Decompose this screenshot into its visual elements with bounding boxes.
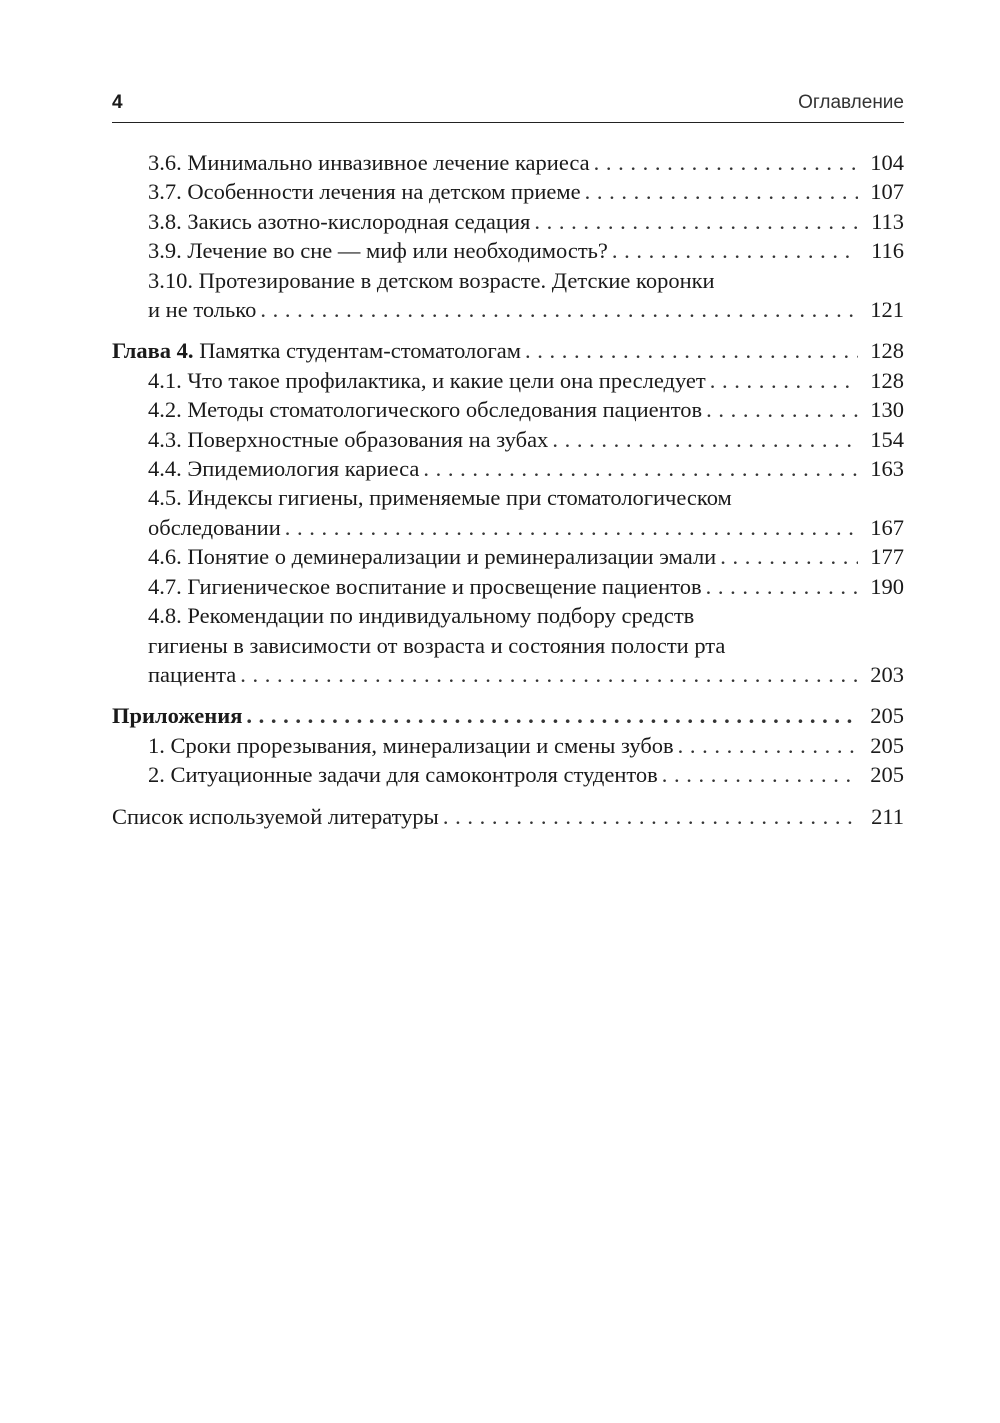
dot-leader [534,207,858,236]
toc-page-number: 107 [870,179,904,205]
toc-page-number: 203 [870,661,904,687]
toc-entry-title: 1. Сроки прорезывания, минерализации и смены зубов [148,732,674,758]
toc-entry[interactable] [112,483,904,542]
dot-leader [525,336,858,365]
running-title: Оглавление [798,92,904,113]
toc-chapter-entry[interactable] [112,336,904,365]
toc-entry[interactable] [112,366,904,395]
toc-entry-title-line: 4.8. Рекомендации по индивидуальному подбору средств [148,603,695,629]
toc-entry-title: 4.4. Эпидемиология кариеса [148,456,420,482]
dot-leader [706,395,858,424]
toc-entry-title: 3.9. Лечение во сне — миф или необходимость? [148,238,608,264]
toc-entry-title: 4.2. Методы стоматологического обследования пациентов [148,397,703,423]
toc-entry[interactable] [112,454,904,483]
toc-entry-title: 4.1. Что такое профилактика, и какие цели она преследует [148,367,706,393]
toc-entry[interactable] [112,542,904,571]
toc-entry-title: пациента [148,661,237,687]
toc-entry-title: обследовании [148,514,281,540]
toc-page-number: 211 [871,803,904,829]
dot-leader [423,454,858,483]
dot-leader [720,542,858,571]
toc-page-number: 128 [870,367,904,393]
toc-entry-title: 4.7. Гигиеническое воспитание и просвещение пациентов [148,573,702,599]
dot-leader [612,236,858,265]
toc-page-number: 177 [870,544,904,570]
toc-page-number: 167 [870,514,904,540]
toc-entry[interactable] [112,760,904,789]
page-header [112,88,904,123]
toc-page-number: 116 [871,238,904,264]
dot-leader [585,177,858,206]
page-number: 4 [112,92,123,113]
toc-entry[interactable] [112,148,904,177]
dot-leader [710,366,858,395]
toc-page-number: 130 [870,397,904,423]
toc-entry-title: 3.7. Особенности лечения на детском приеме [148,179,581,205]
toc-page-number: 163 [870,456,904,482]
toc-entry-title: 2. Ситуационные задачи для самоконтроля студентов [148,762,658,788]
toc-entry-title: 3.8. Закись азотно-кислородная седация [148,208,531,234]
dot-leader [706,572,858,601]
toc-entry-title: 4.3. Поверхностные образования на зубах [148,426,549,452]
appendix-label: Приложения [112,703,243,729]
dot-leader [594,148,858,177]
toc-entry[interactable] [112,207,904,236]
toc-entry-title: 4.6. Понятие о деминерализации и реминерализации эмали [148,544,717,570]
toc-entry-title-line: гигиены в зависимости от возраста и состояния полости рта [148,632,726,658]
toc-bibliography-entry[interactable] [112,802,904,831]
toc-entry[interactable] [112,731,904,760]
dot-leader [260,295,858,324]
dot-leader [662,760,858,789]
toc-page-number: 121 [870,297,904,323]
toc-entry[interactable] [112,572,904,601]
toc-page-number: 190 [870,573,904,599]
dot-leader [285,513,858,542]
toc-entry-title-line: 3.10. Протезирование в детском возрасте. Детские коронки [148,267,715,293]
toc-page-number: 205 [870,703,904,729]
toc-entry[interactable] [112,601,904,689]
toc-page-number: 205 [870,762,904,788]
toc-entry[interactable] [112,266,904,325]
toc-page-number: 154 [870,426,904,452]
chapter-label: Глава 4. [112,338,194,364]
dot-leader [246,701,858,730]
toc-entry-title: Памятка студентам-стоматологам [199,338,521,364]
dot-leader [678,731,858,760]
toc-entry-title-line: 4.5. Индексы гигиены, применяемые при стоматологическом [148,485,732,511]
toc-entry[interactable] [112,177,904,206]
toc-entry-title: 3.6. Минимально инвазивное лечение кариеса [148,150,590,175]
dot-leader [443,802,858,831]
toc-page-number: 128 [870,338,904,364]
toc-entry[interactable] [112,425,904,454]
toc-entry[interactable] [112,395,904,424]
toc-entry-title: Список используемой литературы [112,803,439,829]
dot-leader [240,660,858,689]
toc-appendix-entry[interactable] [112,701,904,730]
dot-leader [552,425,858,454]
table-of-contents [112,148,904,831]
toc-page-number: 113 [871,208,904,234]
toc-entry[interactable] [112,236,904,265]
toc-page-number: 205 [870,732,904,758]
toc-page-number: 104 [870,150,904,175]
toc-entry-title: и не только [148,297,257,323]
